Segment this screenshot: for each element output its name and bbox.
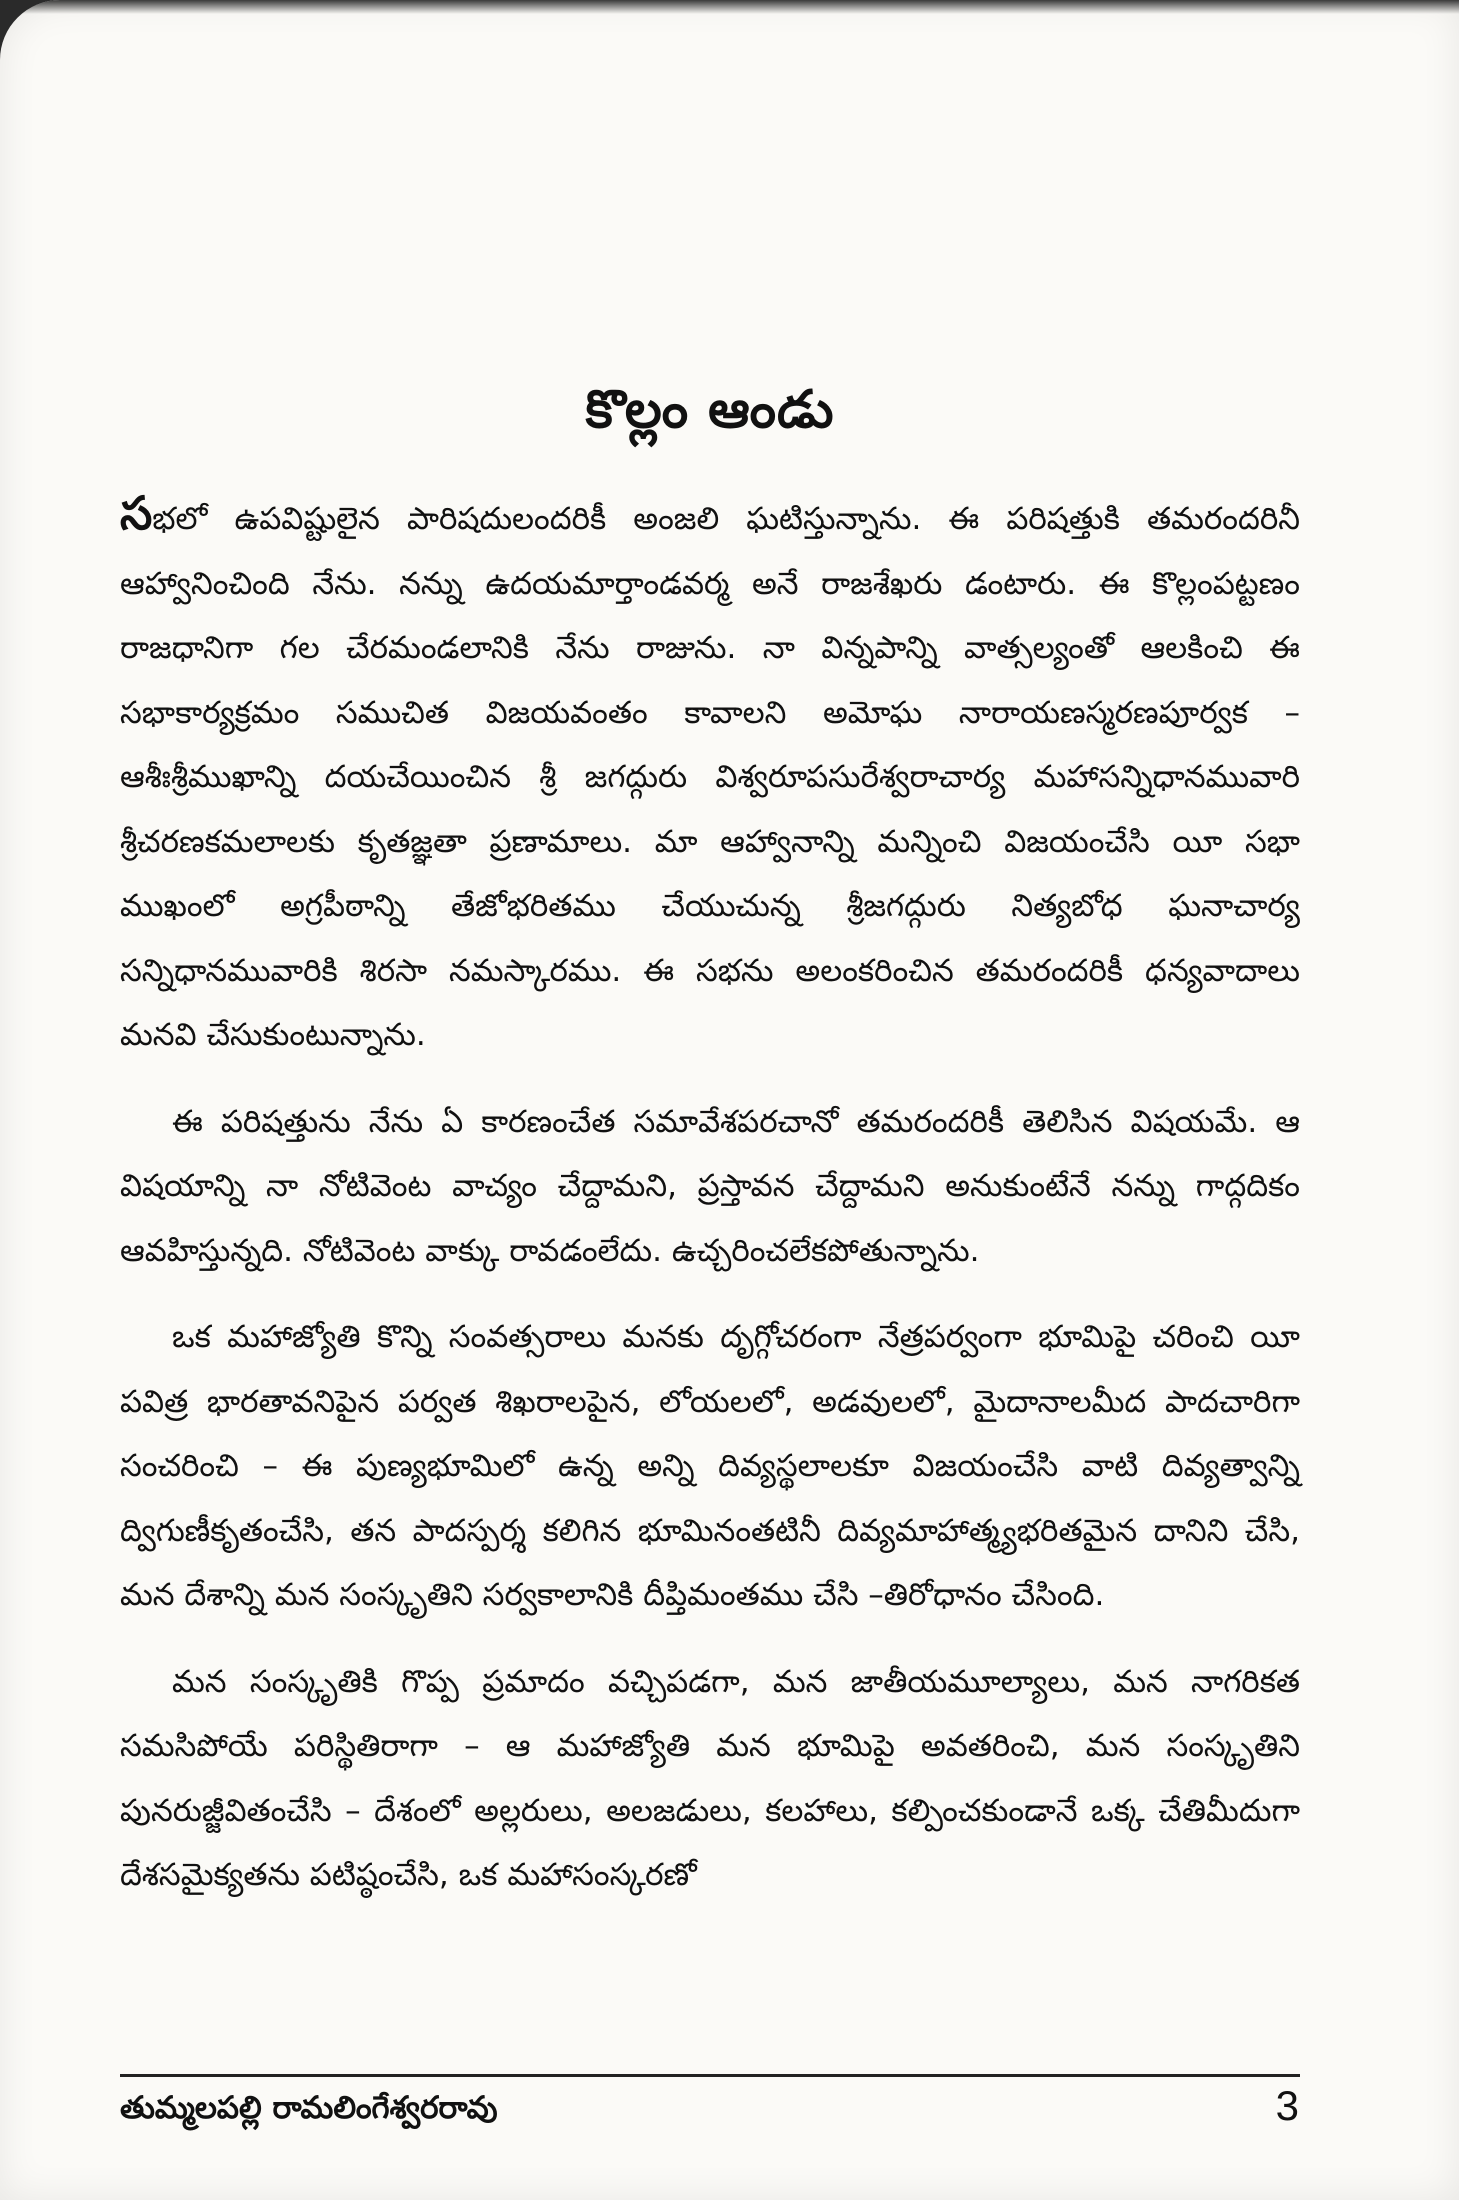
footer-divider [120,2074,1300,2077]
page-number: 3 [1275,2082,1299,2129]
footer-author: తుమ్మలపల్లి రామలింగేశ్వరరావు [120,2090,498,2126]
paragraph-1 [120,481,1300,1068]
paragraph-2: ఈ పరిషత్తును నేను ఏ కారణంచేత సమావేశపరచానో తమరందరికీ తెలిసిన విషయమే. ఆ విషయాన్ని నా నోటివెంట వాచ్యం చేద్దామని, ప్రస్తావన చేద్దామని అనుకుంటేనే నన్ను గాద్గదికం ఆవహిస్తున్నది. నోటివెంట వాక్కు రావడంలేదు. ఉచ్చరించలేకపోతున్నాను. [120,1103,1300,1269]
page-content [120,380,1300,1930]
page-edge-shadow [0,0,1459,14]
paragraph-4: మన సంస్కృతికి గొప్ప ప్రమాదం వచ్చిపడగా, మన జాతీయమూల్యాలు, మన నాగరికత సమసిపోయే పరిస్థితిరాగా – ఆ మహాజ్యోతి మన భూమిపై అవతరించి, మన సంస్కృతిని పునరుజ్జీవితంచేసి – దేశంలో అల్లరులు, అలజడులు, కలహాలు, కల్పించకుండానే ఒక్క చేతిమీదుగా దేశసమైక్యతను పటిష్ఠంచేసి, ఒక మహాసంస్కరణో [120,1663,1300,1893]
dropcap-letter: స [120,486,153,540]
paragraph-3: ఒక మహాజ్యోతి కొన్ని సంవత్సరాలు మనకు దృగ్గోచరంగా నేత్రపర్వంగా భూమిపై చరించి యీ పవిత్ర భారతావనిపైన పర్వత శిఖరాలపైన, లోయలలో, అడవులలో, మైదానాలమీద పాదచారిగా సంచరించి – ఈ పుణ్యభూమిలో ఉన్న అన్ని దివ్యస్థలాలకూ విజయంచేసి వాటి దివ్యత్వాన్ని ద్విగుణీకృతంచేసి, తన పాదస్పర్శ కలిగిన భూమినంతటినీ దివ్యమాహాత్మ్యభరితమైన దానిని చేసి, మన దేశాన్ని మన సంస్కృతిని సర్వకాలానికి దీప్తిమంతము చేసి –తిరోధానం చేసింది. [120,1319,1300,1613]
chapter-title: కొల్లం ఆండు [585,380,835,440]
paragraph-1-text: భలో ఉపవిష్టులైన పారిషదులందరికీ అంజలి ఘటిస్తున్నాను. ఈ పరిషత్తుకి తమరందరినీ ఆహ్వానించింది నేను. నన్ను ఉదయమార్తాండవర్మ అనే రాజశేఖరు డంటారు. ఈ కొల్లంపట్టణం రాజధానిగా గల చేరమండలానికి నేను రాజును. నా విన్నపాన్ని వాత్సల్యంతో ఆలకించి ఈ సభాకార్యక్రమం సముచిత విజయవంతం కావాలని అమోఘ నారాయణస్మరణపూర్వక – ఆశీఃశ్రీముఖాన్ని దయచేయించిన శ్రీ జగద్గురు విశ్వరూపసురేశ్వరాచార్య మహాసన్నిధానమువారి శ్రీచరణకమలాలకు కృతజ్ఞతా ప్రణామాలు. మా ఆహ్వానాన్ని మన్నించి విజయంచేసి యీ సభా ముఖంలో అగ్రపీఠాన్ని తేజోభరితము చేయుచున్న శ్రీజగద్గురు నిత్యబోధ ఘనాచార్య సన్నిధానమువారికి శిరసా నమస్కారము. ఈ సభను అలంకరించిన తమరందరికీ ధన్యవాదాలు మనవి చేసుకుంటున్నాను. [120,501,1300,1053]
